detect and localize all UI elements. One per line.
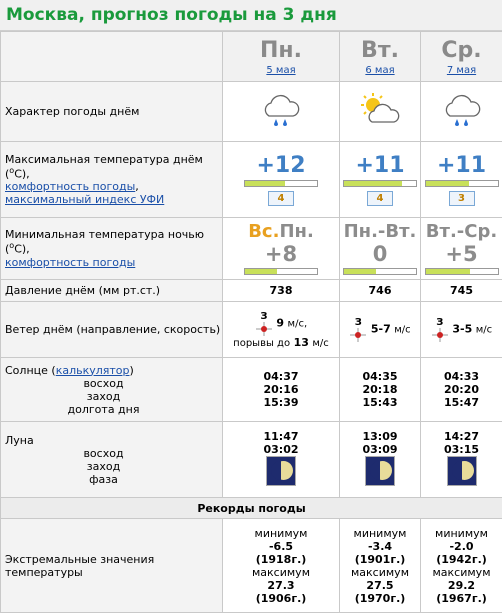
moonset-value: 03:15 [443,443,479,456]
cloud-rain-icon [442,92,482,128]
tmax-value: +11 [436,153,487,178]
record-cell [421,519,502,613]
comfort-link-night[interactable]: комфортность погоды [5,255,136,269]
tmin-text-2: С), [14,242,30,256]
sun-close: ) [129,363,134,377]
tmax-value: +12 [256,153,306,178]
cloud-rain-icon [261,92,301,128]
forecast-table [0,31,502,613]
record-max-label: максимум [252,565,310,579]
record-max-year: (1906г.) [255,591,307,605]
daylength-value: 15:47 [443,396,479,409]
header-empty [1,32,223,82]
day-header [421,32,502,82]
record-max-value: 27.3 [267,578,295,592]
sunset-value: 20:16 [263,383,299,396]
sun-cloud-icon [358,92,402,128]
night-day: Вт. [385,220,417,242]
weather-cell [421,82,502,142]
sunset-value: 20:20 [443,383,479,396]
pressure-value: 738 [223,280,340,302]
record-max-year: (1967г.) [436,591,487,605]
night-day: Ср. [464,220,498,242]
record-min-value: -6.5 [268,539,294,553]
calculator-link[interactable]: калькулятор [55,363,130,377]
wind-speed: 5-7 [370,322,391,336]
sunrise-value: 04:37 [263,370,299,383]
comfort-fill [245,269,277,274]
sunrise-value: 04:33 [443,370,479,383]
wind-cell [421,302,502,358]
record-max-label: максимум [432,565,491,579]
moon-label-cell [1,422,223,498]
day-name: Вт. [361,37,399,63]
daylength-value: 15:43 [362,396,398,409]
record-min-year: (1918г.) [255,552,307,566]
phase-label: фаза [89,472,118,486]
comfort-bar-night [343,268,417,275]
record-min-value: -2.0 [449,539,474,553]
record-min-label: минимум [254,526,308,540]
tnight-cell [340,218,421,280]
comfort-bar-night [425,268,499,275]
night-prefix: Вт.- [425,220,465,242]
tnight-value: +5 [445,241,478,266]
night-day: Пн. [279,220,314,242]
wind-speed: 9 [276,316,285,329]
wind-direction: З [260,310,268,322]
moon-cell [421,422,502,498]
wind-rose-icon [431,328,449,342]
moon-phase-icon [365,456,395,486]
tmax-cell [421,142,502,218]
tnight-value: 0 [372,241,388,266]
tmax-text-2: С), [14,167,30,181]
night-prefix: Вс. [248,220,280,242]
record-cell [340,519,421,613]
tmax-cell [340,142,421,218]
record-min-year: (1942г.) [436,552,487,566]
uvi-link[interactable]: максимальный индекс УФИ [5,193,165,207]
wind-cell [223,302,340,358]
weather-label: Характер погоды днём [1,82,223,142]
comfort-bar-night [244,268,318,275]
gusts-value: 13 [293,335,309,349]
daylength-value: 15:39 [263,396,299,409]
moonset-value: 03:02 [263,443,299,456]
moon-cell [223,422,340,498]
comfort-fill [344,181,402,186]
pressure-value: 745 [421,280,502,302]
day-header [340,32,421,82]
uvi-badge: 3 [449,191,475,206]
extremes-label: Экстремальные значения температуры [1,519,223,613]
records-header: Рекорды погоды [1,498,502,519]
comfort-comma: , [135,180,139,194]
comfort-bar [343,180,417,187]
record-max-year: (1970г.) [354,591,406,605]
page-title: Москва, прогноз погоды на 3 дня [0,0,502,31]
sun-cell [223,358,340,422]
day-header [223,32,340,82]
wind-unit: м/с [475,324,493,336]
gusts-label: порывы до [233,337,291,349]
comfort-bar [244,180,318,187]
comfort-bar [425,180,499,187]
record-cell [223,519,340,613]
tmax-value: +11 [355,153,405,178]
tnight-value: +8 [264,241,298,266]
comfort-fill [426,269,471,274]
sunrise-value: 04:35 [362,370,398,383]
tnight-cell [421,218,502,280]
wind-rose-icon [349,328,367,342]
record-max-value: 27.5 [366,578,394,592]
sun-label-cell [1,358,223,422]
date-link[interactable]: 5 мая [266,64,296,76]
moon-phase-icon [266,456,296,486]
moon-phase-icon [447,456,477,486]
day-name: Пн. [260,37,302,63]
record-max-label: максимум [351,565,409,579]
pressure-value: 746 [340,280,421,302]
tmax-degree: о [9,165,15,175]
comfort-fill [245,181,285,186]
tmin-text-1: Минимальная температура ночью ( [5,228,205,256]
wind-rose-icon [255,322,273,336]
record-min-value: -3.4 [367,539,393,553]
comfort-link[interactable]: комфортность погоды [5,180,136,194]
night-prefix: Пн.- [343,220,386,242]
wind-direction: З [436,317,444,328]
record-min-label: минимум [435,526,488,540]
wind-direction: З [354,317,362,328]
tmax-label [1,142,223,218]
weather-cell [223,82,340,142]
moonrise-value: 11:47 [263,430,299,443]
record-max-value: 29.2 [447,578,476,592]
moonset-label: заход [86,459,121,473]
wind-label: Ветер днём (направление, скорость) [1,302,223,358]
daylength-label: долгота дня [67,402,140,416]
tnight-cell [223,218,340,280]
sun-label: Солнце ( [5,363,56,377]
sunset-value: 20:18 [362,383,398,396]
uvi-badge: 4 [367,191,393,206]
weather-cell [340,82,421,142]
wind-unit: м/с [394,324,411,336]
moonrise-value: 14:27 [443,430,479,443]
date-link[interactable]: 7 мая [446,64,477,76]
tmin-degree: о [9,241,15,251]
sunrise-label: восход [83,376,124,390]
moonrise-value: 13:09 [362,430,398,443]
moon-label: Луна [5,433,34,447]
sun-cell [340,358,421,422]
sunset-label: заход [86,389,121,403]
uvi-badge: 4 [268,191,294,206]
moonset-value: 03:09 [362,443,398,456]
tmin-label [1,218,223,280]
moon-cell [340,422,421,498]
comfort-fill [344,269,376,274]
record-min-year: (1901г.) [354,552,406,566]
pressure-label: Давление днём (мм рт.ст.) [1,280,223,302]
wind-cell [340,302,421,358]
tmax-cell [223,142,340,218]
tmax-text-1: Максимальная температура днём ( [5,152,203,181]
sun-cell [421,358,502,422]
record-min-label: минимум [353,526,407,540]
moonrise-label: восход [83,446,124,460]
wind-unit: м/с, [287,318,308,329]
gusts-unit: м/с [312,337,329,349]
date-link[interactable]: 6 мая [365,64,395,76]
wind-speed: 3-5 [452,322,473,336]
day-name: Ср. [441,37,482,63]
comfort-fill [426,181,469,186]
